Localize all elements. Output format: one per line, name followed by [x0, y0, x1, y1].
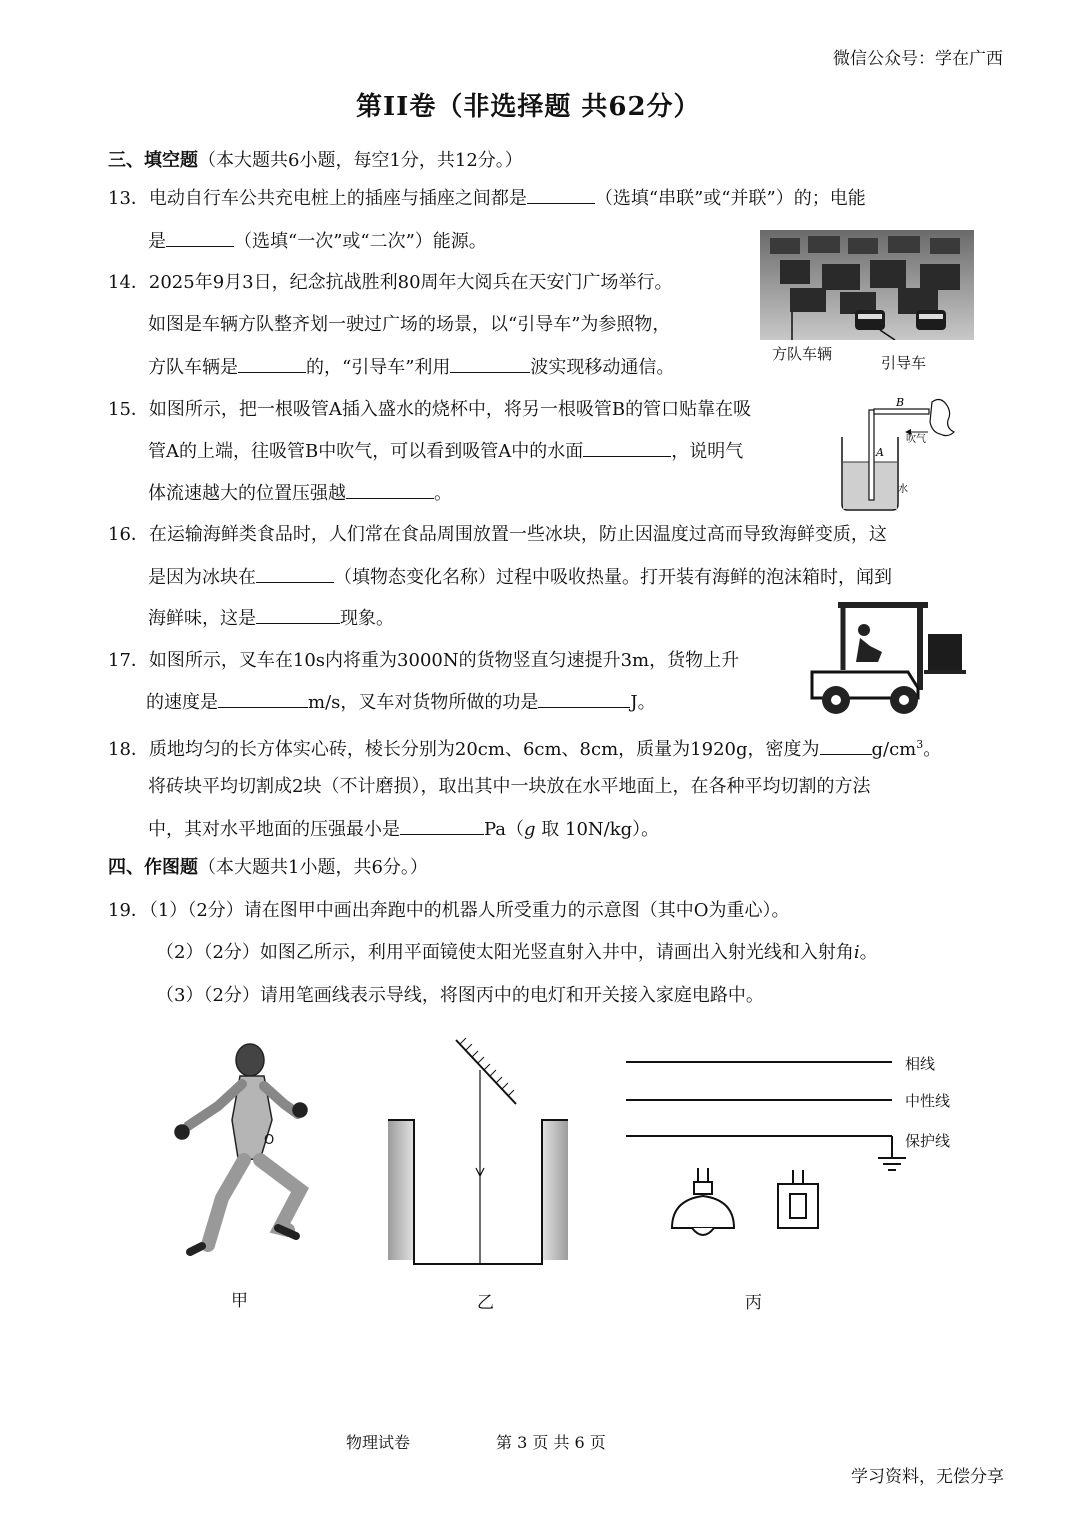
section-note: （本大题共6小题，每空1分，共12分。）	[198, 150, 523, 171]
question-15-line2: 管A的上端，往吸管B中吹气，可以看到吸管A中的水面 ，说明气	[148, 438, 743, 465]
caption-fleet-vehicles: 方队车辆	[772, 345, 833, 363]
page-title: 第II卷（非选择题 共62分）	[356, 92, 701, 122]
forklift-figure	[808, 600, 968, 720]
well-wall-left	[388, 1120, 414, 1260]
answer-blank[interactable]	[256, 564, 334, 583]
question-14-line3: 方队车辆是 的，“引导车”利用 波实现移动通信。	[148, 354, 674, 381]
driver-head	[858, 624, 870, 636]
running-robot-figure[interactable]	[160, 1040, 320, 1270]
parade-photo	[760, 230, 974, 340]
question-19-line1: 19．（1）（2分）请在图甲中画出奔跑中的机器人所受重力的示意图（其中O为重心）。	[108, 900, 790, 921]
answer-blank[interactable]	[450, 354, 530, 373]
answer-blank[interactable]	[820, 736, 872, 755]
caption-lead-vehicle: 引导车	[881, 354, 927, 372]
switch	[778, 1170, 818, 1228]
section-fill-in-heading	[108, 146, 523, 172]
lamp	[672, 1168, 734, 1235]
robot-left-leg	[208, 1160, 244, 1245]
straw-beaker-figure	[832, 392, 962, 514]
plane-mirror	[456, 1040, 516, 1104]
section-note: （本大题共1小题，共6分。）	[198, 857, 428, 878]
answer-blank[interactable]	[400, 816, 484, 835]
watermark-header: 微信公众号：学在广西	[833, 49, 1003, 69]
question-16-line2: 是因为冰块在 （填物态变化名称）过程中吸收热量。打开装有海鲜的泡沫箱时，闻到	[148, 564, 892, 591]
well-wall-right	[542, 1120, 568, 1260]
robot-head	[236, 1044, 264, 1076]
well-mirror-figure[interactable]	[380, 1030, 570, 1270]
figure-jia-label: 甲	[231, 1291, 248, 1311]
question-19-line3: （3）（2分）请用笔画线表示导线，将图丙中的电灯和开关接入家庭电路中。	[156, 985, 764, 1006]
question-16-line1: 16．在运输海鲜类食品时，人们常在食品周围放置一些冰块，防止因温度过高而导致海鲜变质，这	[108, 524, 887, 545]
question-15-line3: 体流速越大的位置压强越 。	[148, 480, 452, 507]
question-13-line1: 13．电动自行车公共充电桩上的插座与插座之间都是 （选填“串联”或“并联”）的；电能	[108, 185, 866, 212]
section-label: 三、填空题	[108, 150, 198, 171]
question-19-line2: （2）（2分）如图乙所示，利用平面镜使太阳光竖直射入井中，请画出入射光线和入射角i。	[156, 942, 878, 963]
section-drawing-heading	[108, 853, 428, 879]
answer-blank[interactable]	[527, 185, 595, 204]
question-15-line1: 15．如图所示，把一根吸管A插入盛水的烧杯中，将另一根吸管B的管口贴靠在吸	[108, 399, 752, 420]
label-ground-wire: 保护线	[905, 1132, 951, 1150]
straw-b	[874, 409, 929, 414]
answer-blank[interactable]	[166, 228, 234, 247]
answer-blank[interactable]	[256, 605, 340, 624]
footer-subject: 物理试卷	[346, 1433, 411, 1452]
question-13-line2: 是 （选填“一次”或“二次”）能源。	[148, 228, 487, 255]
label-blow: 吹气	[906, 434, 926, 445]
question-18-line2: 将砖块平均切割成2块（不计磨损），取出其中一块放在水平地面上，在各种平均切割的方法	[148, 776, 871, 797]
answer-blank[interactable]	[583, 438, 671, 457]
answer-blank[interactable]	[346, 480, 434, 499]
question-16-line3: 海鲜味，这是 现象。	[148, 605, 394, 632]
label-b: B	[896, 396, 905, 409]
label-neutral-wire: 中性线	[905, 1092, 951, 1110]
answer-blank[interactable]	[538, 689, 630, 708]
answer-blank[interactable]	[218, 689, 308, 708]
question-18-line3: 中，其对水平地面的压强最小是 Pa（g 取 10N/kg）。	[148, 816, 659, 843]
question-18-line1: 18．质地均匀的长方体实心砖，棱长分别为20cm、6cm、8cm，质量为1920g，密度为 $g/cm^3$。	[108, 738, 942, 760]
figure-bing-label: 丙	[745, 1293, 762, 1313]
question-14-line1: 14．2025年9月3日，纪念抗战胜利80周年大阅兵在天安门广场举行。	[108, 272, 673, 293]
cargo-box	[928, 634, 962, 670]
label-a: A	[876, 446, 884, 459]
footer-page-number: 第 3 页 共 6 页	[496, 1433, 606, 1452]
figure-yi-label: 乙	[477, 1293, 494, 1313]
question-17-line1: 17．如图所示，叉车在10s内将重为3000N的货物竖直匀速提升3m，货物上升	[108, 650, 740, 671]
center-of-gravity-label: O	[264, 1133, 275, 1148]
watermark-footer: 学习资料，无偿分享	[851, 1467, 1004, 1487]
section-label: 四、作图题	[108, 857, 198, 878]
well-outline	[388, 1120, 568, 1264]
robot-right-leg	[260, 1160, 300, 1230]
circuit-figure[interactable]	[620, 1050, 920, 1240]
label-live-wire: 相线	[905, 1055, 936, 1073]
question-14-line2: 如图是车辆方队整齐划一驶过广场的场景，以“引导车”为参照物，	[148, 314, 671, 335]
face-outline	[930, 399, 954, 435]
straw-a	[869, 410, 874, 500]
question-17-line2: 的速度是 m/s，叉车对货物所做的功是 J。	[146, 689, 656, 716]
label-water: 水	[898, 484, 908, 495]
answer-blank[interactable]	[238, 354, 306, 373]
